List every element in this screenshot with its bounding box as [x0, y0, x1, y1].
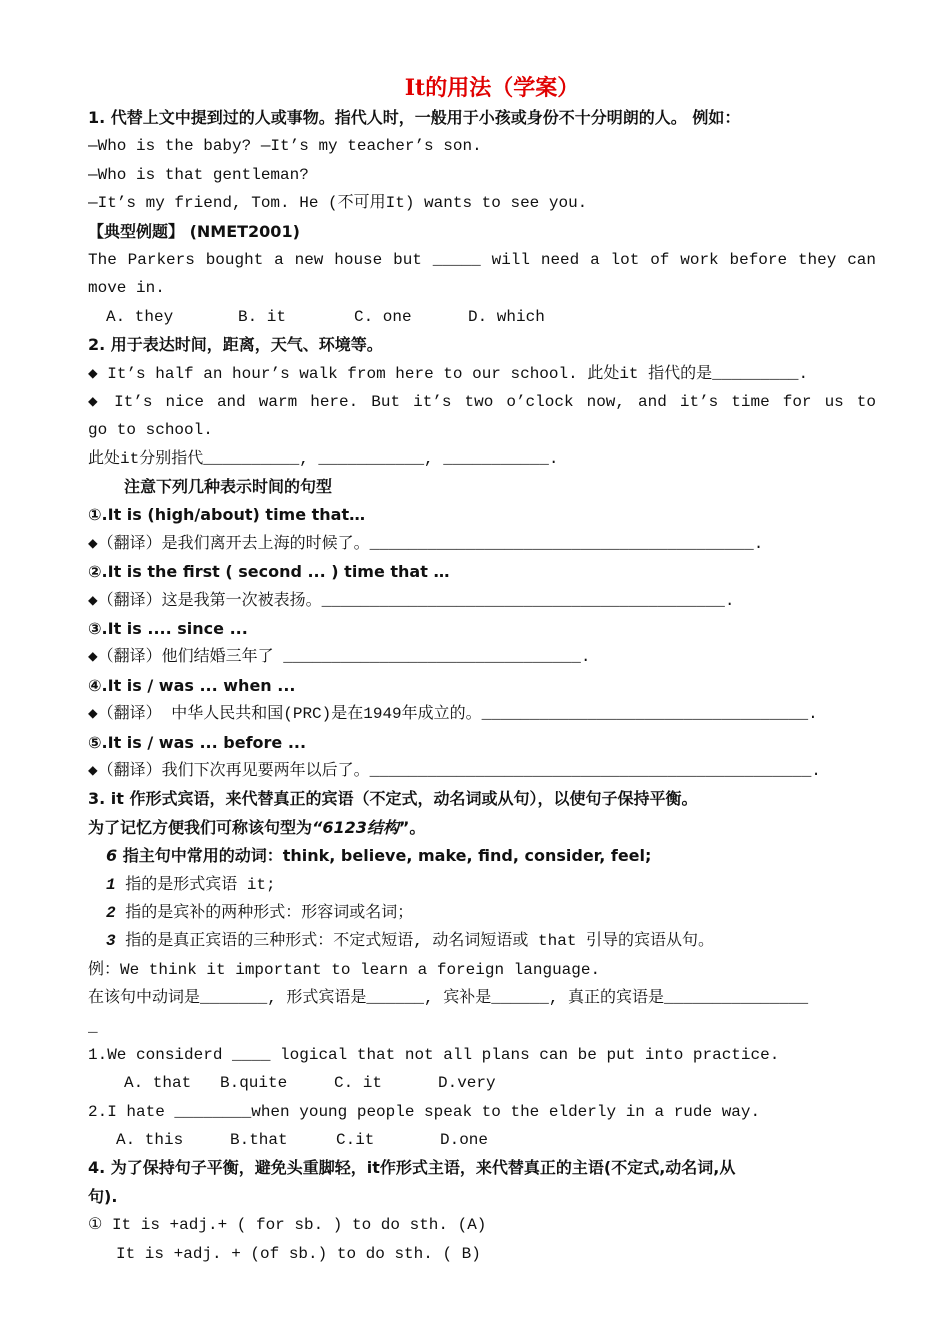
section-3-heading: 3. it 作形式宾语，来代替真正的宾语（不定式，动名词或从句），以使句子保持平衡。: [88, 789, 698, 809]
question-text: 2.I hate ________when young people speak to the elderly in a rude way.: [88, 1102, 761, 1121]
fill-in-line: 在该句中动词是_______, 形式宾语是______, 宾补是______, 真正的宾语是_______________: [88, 989, 809, 1008]
typical-example-label: 【典型例题】 (NMET2001): [88, 221, 300, 241]
option-c: C. it: [334, 1074, 383, 1093]
bullet-item: ◆ It’s nice and warm here. But it’s two o’clock now, and it’s time for us to: [88, 392, 876, 411]
question-text: 1.We considerd ____ logical that not all plans can be put into practice.: [88, 1045, 780, 1064]
rule-item: 2 指的是宾补的两种形式：形容词或名词；: [106, 903, 414, 922]
option-d: D. which: [468, 307, 545, 326]
fill-in-line-continued: _: [88, 1017, 98, 1036]
translation-item: ◆（翻译）是我们离开去上海的时候了。________________________________________.: [88, 534, 764, 553]
section-2-heading: 2. 用于表达时间，距离，天气、环境等。: [88, 335, 383, 355]
question-text: move in.: [88, 279, 165, 298]
bullet-item: ◆ It’s half an hour’s walk from here to our school. 此处it 指代的是_________.: [88, 364, 809, 383]
section-1-heading: 1. 代替上文中提到过的人或事物。指代人时，一般用于小孩或身份不十分明朗的人。 例如：: [88, 108, 741, 127]
section-4-heading-continued: 句).: [88, 1186, 118, 1206]
option-b: B.that: [230, 1131, 288, 1150]
formula-item: ① It is +adj.+ ( for sb. ) to do sth. (A): [88, 1216, 487, 1235]
example-sentence: 例：We think it important to learn a foreign language.: [88, 960, 601, 979]
pattern-item: ④.It is / was ... when ...: [88, 675, 296, 695]
option-b: B.quite: [220, 1074, 288, 1093]
section-4-heading: 4. 为了保持句子平衡，避免头重脚轻，it作形式主语，来代替真正的主语(不定式,动名词,从: [88, 1158, 736, 1178]
document-page: [88, 72, 876, 1268]
answer-options: [88, 303, 876, 331]
option-c: C.it: [336, 1131, 375, 1150]
pattern-item: ⑤.It is / was ... before ...: [88, 732, 307, 752]
page-title: It的用法（学案）: [404, 75, 580, 101]
dialog-line: —Who is that gentleman?: [88, 165, 309, 184]
question-text: The Parkers bought a new house but _____ will need a lot of work before they can: [88, 250, 876, 269]
rule-item: 3 指的是真正宾语的三种形式：不定式短语, 动名词短语或 that 引导的宾语从句。: [106, 932, 715, 951]
formula-item: It is +adj. + (of sb.) to do sth. ( B): [116, 1244, 481, 1263]
translation-item: ◆（翻译）这是我第一次被表扬。__________________________________________.: [88, 591, 735, 610]
option-d: D.one: [440, 1131, 489, 1150]
section-3-subheading: 为了记忆方便我们可称该句型为“6123结构”。: [88, 817, 426, 837]
option-a: A. that: [124, 1074, 192, 1093]
dialog-line: —It’s my friend, Tom. He (不可用It) wants to see you.: [88, 194, 588, 213]
rule-item: 6 指主句中常用的动词：think, believe, make, find, consider, feel;: [106, 846, 652, 866]
option-a: A. they: [106, 307, 174, 326]
translation-item: ◆（翻译）他们结婚三年了 _______________________________.: [88, 648, 591, 667]
answer-options: [88, 1069, 876, 1097]
fill-in-line: 此处it分别指代__________, ___________, ___________.: [88, 449, 559, 468]
pattern-item: ③.It is .... since ...: [88, 619, 248, 639]
translation-item: ◆（翻译） 中华人民共和国(PRC)是在1949年成立的。__________________________________.: [88, 705, 818, 724]
option-d: D.very: [438, 1074, 496, 1093]
rule-item: 1 指的是形式宾语 it;: [106, 875, 276, 894]
option-a: A. this: [116, 1131, 184, 1150]
answer-options: [88, 1126, 876, 1154]
option-c: C. one: [354, 307, 412, 326]
note-heading: 注意下列几种表示时间的句型: [124, 477, 333, 497]
dialog-line: —Who is the baby? —It’s my teacher’s son.: [88, 137, 482, 156]
translation-item: ◆（翻译）我们下次再见要两年以后了。______________________________________________.: [88, 761, 821, 780]
bullet-item-continued: go to school.: [88, 421, 213, 440]
option-b: B. it: [238, 307, 287, 326]
pattern-item: ①.It is (high/about) time that…: [88, 505, 366, 525]
pattern-item: ②.It is the first ( second ... ) time that …: [88, 562, 450, 582]
